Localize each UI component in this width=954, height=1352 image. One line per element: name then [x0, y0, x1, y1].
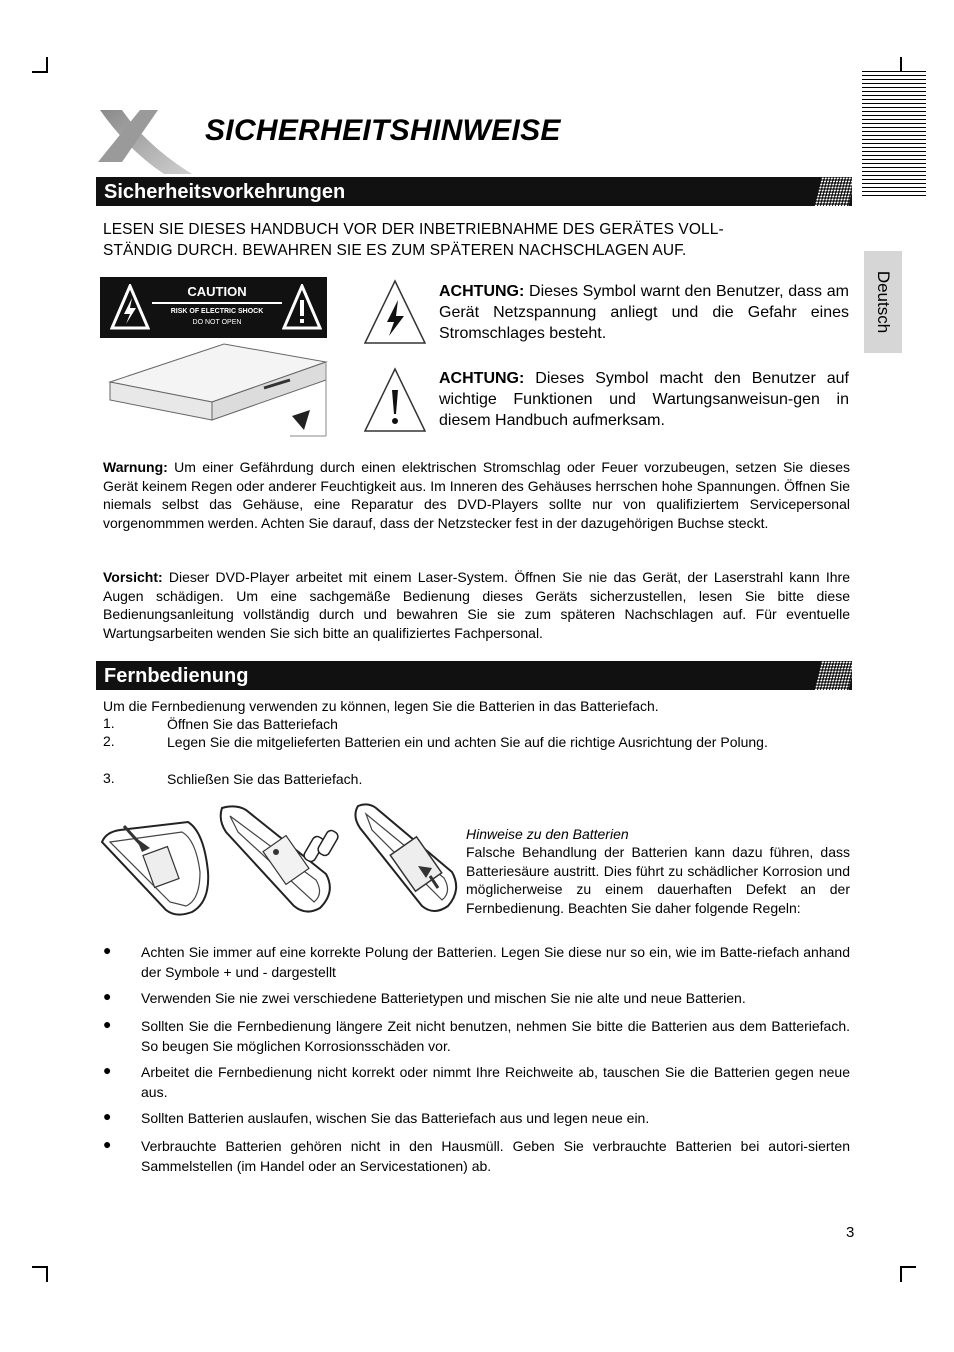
brand-x-logo	[92, 106, 196, 178]
caution-label-divider	[152, 302, 282, 304]
section-heading-remote: Fernbedienung	[104, 665, 249, 687]
bullet-text: Achten Sie immer auf eine korrekte Polung der Batterien. Legen Sie diese nur so ein, wie im Batte-riefach anhand der Symbole + und - dargestellt	[141, 944, 850, 980]
vorsicht-paragraph	[103, 568, 850, 642]
achtung-instructions-note	[439, 368, 849, 431]
battery-note-text: Falsche Behandlung der Batterien kann dazu führen, dass Batteriesäure austritt. Dies führt zu schädlicher Korrosion und möglicherweise zu einem dauerhaften Defekt an der Fernbedienung. Beachten Sie daher folgende Regeln:	[466, 844, 850, 916]
step-text: Schließen Sie das Batteriefach.	[167, 771, 363, 787]
bullet-icon: ●	[103, 1062, 112, 1078]
crop-mark-bottom-left	[32, 1266, 48, 1282]
safety-intro	[103, 219, 833, 261]
bullet-icon: ●	[103, 942, 112, 958]
important-instructions-symbol-icon	[362, 366, 428, 434]
step-number: 2.	[103, 733, 115, 749]
decorative-stripes	[862, 71, 926, 199]
section-heading-bar-safety	[96, 177, 852, 206]
crop-mark-bottom-right	[900, 1266, 916, 1282]
page-number: 3	[846, 1224, 855, 1241]
section-heading-safety: Sicherheitsvorkehrungen	[104, 181, 346, 203]
heading-dot-pattern	[814, 661, 852, 690]
bullet-text: Sollten Batterien auslaufen, wischen Sie das Batteriefach aus und legen neue ein.	[141, 1110, 650, 1126]
vorsicht-text: Dieser DVD-Player arbeitet mit einem Laser-System. Öffnen Sie nie das Gerät, der Laserstrahl kann Ihre Augen schädigen. Um eine sachgemäße Bedienung dieses Geräts sicherzustellen, lesen Sie bitte diese Bedienungsanleitung vollständig durch und bewahren Sie sie zum späteren Nachschlagen auf. Für eventuelle Wartungsarbeiten wenden Sie sich bitte an qualifiziertes Fachpersonal.	[103, 569, 850, 641]
crop-mark-top-left	[32, 57, 48, 73]
bullet-text: Verwenden Sie nie zwei verschiedene Batterietypen und mischen Sie nie alte und neue Batterien.	[141, 990, 746, 1006]
caution-label-subtext-2: DO NOT OPEN	[192, 319, 242, 326]
achtung-text-2: Dieses Symbol macht den Benutzer auf wichtige Funktionen und Wartungsanweisun-gen in diesem Handbuch aufmerksam.	[439, 370, 849, 429]
battery-note-title: Hinweise zu den Batterien	[466, 826, 629, 842]
bullet-text: Sollten Sie die Fernbedienung längere Zeit nicht benutzen, nehmen Sie bitte die Batterien aus dem Batteriefach. So beugen Sie möglichen Korrosionsschäden vor.	[141, 1018, 850, 1054]
achtung-text-1: Dieses Symbol warnt den Benutzer, dass am Gerät Netzspannung anliegt und die Gefahr eines Stromschlages besteht.	[439, 283, 849, 342]
vorsicht-label: Vorsicht:	[103, 569, 163, 585]
dvd-player-illustration	[104, 340, 332, 440]
step-text: Öffnen Sie das Batteriefach	[167, 716, 338, 732]
step-number: 1.	[103, 715, 115, 731]
language-tab	[864, 251, 902, 353]
step-number: 3.	[103, 770, 115, 786]
safety-intro-line-1: LESEN SIE DIESES HANDBUCH VOR DER INBETRIEBNAHME DES GERÄTES VOLL-	[103, 221, 724, 238]
achtung-label-2: ACHTUNG:	[439, 370, 525, 387]
step-text: Legen Sie die mitgelieferten Batterien ein und achten Sie auf die richtige Ausrichtung der Polung.	[167, 734, 768, 750]
bullet-icon: ●	[103, 1016, 112, 1032]
section-heading-bar-remote	[96, 661, 852, 690]
remote-insert-battery-illustration	[216, 802, 346, 918]
caution-label-box	[100, 277, 327, 338]
remote-open-battery-illustration	[96, 802, 216, 918]
lightning-warning-icon	[110, 284, 150, 330]
remote-intro: Um die Fernbedienung verwenden zu können, legen Sie die Batterien in das Batteriefach.	[103, 698, 659, 714]
caution-label-text: CAUTION	[187, 284, 247, 299]
safety-intro-line-2: STÄNDIG DURCH. BEWAHREN SIE ES ZUM SPÄTEREN NACHSCHLAGEN AUF.	[103, 242, 687, 259]
warnung-label: Warnung:	[103, 459, 168, 475]
caution-label-subtext-1: RISK OF ELECTRIC SHOCK	[170, 308, 264, 315]
exclamation-warning-icon	[282, 284, 322, 330]
achtung-voltage-note	[439, 281, 849, 344]
bullet-icon: ●	[103, 1136, 112, 1152]
electric-shock-symbol-icon	[362, 278, 428, 346]
bullet-text: Verbrauchte Batterien gehören nicht in den Hausmüll. Geben Sie verbrauchte Batterien bei autori-sierten Sammelstellen (im Handel oder an Servicestationen) ab.	[141, 1138, 850, 1174]
page-title: SICHERHEITSHINWEISE	[205, 114, 561, 147]
bullet-text: Arbeitet die Fernbedienung nicht korrekt oder nimmt Ihre Reichweite ab, tauschen Sie die Batterien gegen neue aus.	[141, 1064, 850, 1100]
remote-close-battery-illustration	[352, 802, 464, 918]
heading-dot-pattern	[814, 177, 852, 206]
bullet-icon: ●	[103, 1108, 112, 1124]
warnung-paragraph	[103, 458, 850, 532]
language-tab-label: Deutsch	[874, 270, 893, 334]
warnung-text: Um einer Gefährdung durch einen elektrischen Stromschlag oder Feuer vorzubeugen, setzen Sie dieses Gerät keinem Regen oder anderer Feuchtigkeit aus. Im Inneren des Gehäuses herrschen hohe Spannungen. Öffnen Sie niemals selbst das Gehäuse, eine Reparatur des DVD-Players sollte nur von qualifiziertem Servicepersonal vorgenommmen werden. Achten Sie darauf, dass der Netzstecker fest in der dazugehörigen Buchse steckt.	[103, 459, 850, 531]
achtung-label-1: ACHTUNG:	[439, 283, 525, 300]
bullet-icon: ●	[103, 988, 112, 1004]
